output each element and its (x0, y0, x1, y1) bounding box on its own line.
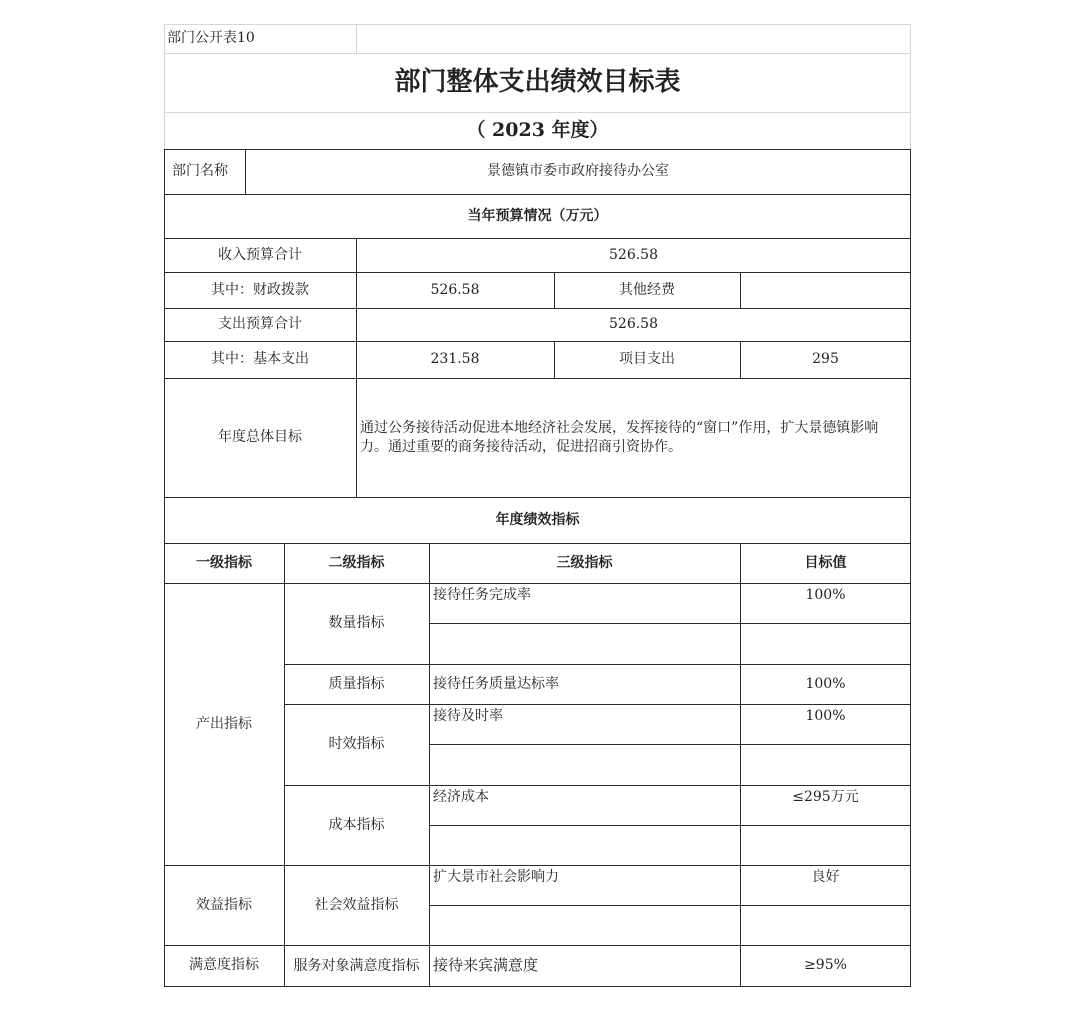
target-value (740, 744, 911, 785)
target-value: ≤295万元 (792, 789, 859, 805)
year-label: （ 2023 年度） (466, 119, 609, 141)
target-value: 100% (805, 708, 846, 724)
header-level3: 三级指标 (556, 554, 613, 571)
level2-cost: 成本指标 (328, 816, 385, 833)
level3-item: 接待任务完成率 (433, 587, 531, 603)
level1-output: 产出指标 (196, 715, 252, 732)
indicators-section-title: 年度绩效指标 (495, 511, 580, 528)
target-value: 100% (805, 675, 846, 692)
level2-quality: 质量指标 (328, 675, 385, 692)
level3-item: 扩大景市社会影响力 (433, 869, 559, 885)
header-target: 目标值 (804, 554, 847, 571)
form-id: 部门公开表10 (167, 30, 255, 46)
income-total-value: 526.58 (609, 246, 658, 263)
dept-label: 部门名称 (172, 163, 228, 179)
target-value: 100% (805, 587, 846, 603)
expense-total-label: 支出预算合计 (218, 316, 302, 332)
level1-benefit: 效益指标 (196, 896, 252, 913)
level3-item: 接待来宾满意度 (433, 956, 539, 974)
other-funds-label: 其他经费 (619, 281, 675, 298)
level3-item (429, 623, 740, 664)
basic-expense-label: 其中：基本支出 (211, 351, 309, 367)
level3-item: 接待任务质量达标率 (433, 675, 559, 692)
level3-item: 经济成本 (433, 789, 489, 805)
level3-item (429, 744, 740, 785)
level3-item: 接待及时率 (433, 708, 503, 724)
target-value (740, 825, 911, 865)
target-value (740, 905, 911, 945)
level3-item (429, 905, 740, 945)
annual-goal-text: 通过公务接待活动促进本地经济社会发展，发挥接待的“窗口”作用，扩大景德镇影响力。通过重要的商务接待活动，促进招商引资协作。 (360, 419, 879, 455)
level2-timeliness: 时效指标 (328, 736, 385, 752)
header-level2: 二级指标 (328, 554, 385, 571)
level2-quantity: 数量指标 (328, 615, 385, 631)
level3-item (429, 825, 740, 865)
annual-goal-label: 年度总体目标 (218, 429, 302, 445)
level2-social-benefit: 社会效益指标 (314, 896, 399, 913)
page-title: 部门整体支出绩效目标表 (394, 67, 681, 97)
level1-satisfaction: 满意度指标 (189, 957, 259, 973)
header-level1: 一级指标 (196, 554, 252, 571)
project-expense-label: 项目支出 (619, 351, 675, 367)
income-total-label: 收入预算合计 (218, 246, 302, 263)
level2-service-satisfaction: 服务对象满意度指标 (293, 957, 420, 974)
target-value (740, 623, 911, 664)
budget-section-title: 当年预算情况（万元） (467, 207, 608, 224)
finance-label: 其中：财政拨款 (211, 281, 309, 298)
basic-expense-value: 231.58 (430, 351, 480, 367)
target-value: ≥95% (804, 957, 847, 973)
dept-value: 景德镇市委市政府接待办公室 (487, 163, 669, 179)
target-value: 良好 (811, 869, 840, 885)
finance-value: 526.58 (430, 281, 480, 298)
project-expense-value: 295 (812, 351, 839, 367)
expense-total-value: 526.58 (609, 316, 658, 332)
other-funds-value (740, 272, 911, 308)
performance-target-table (164, 24, 911, 987)
